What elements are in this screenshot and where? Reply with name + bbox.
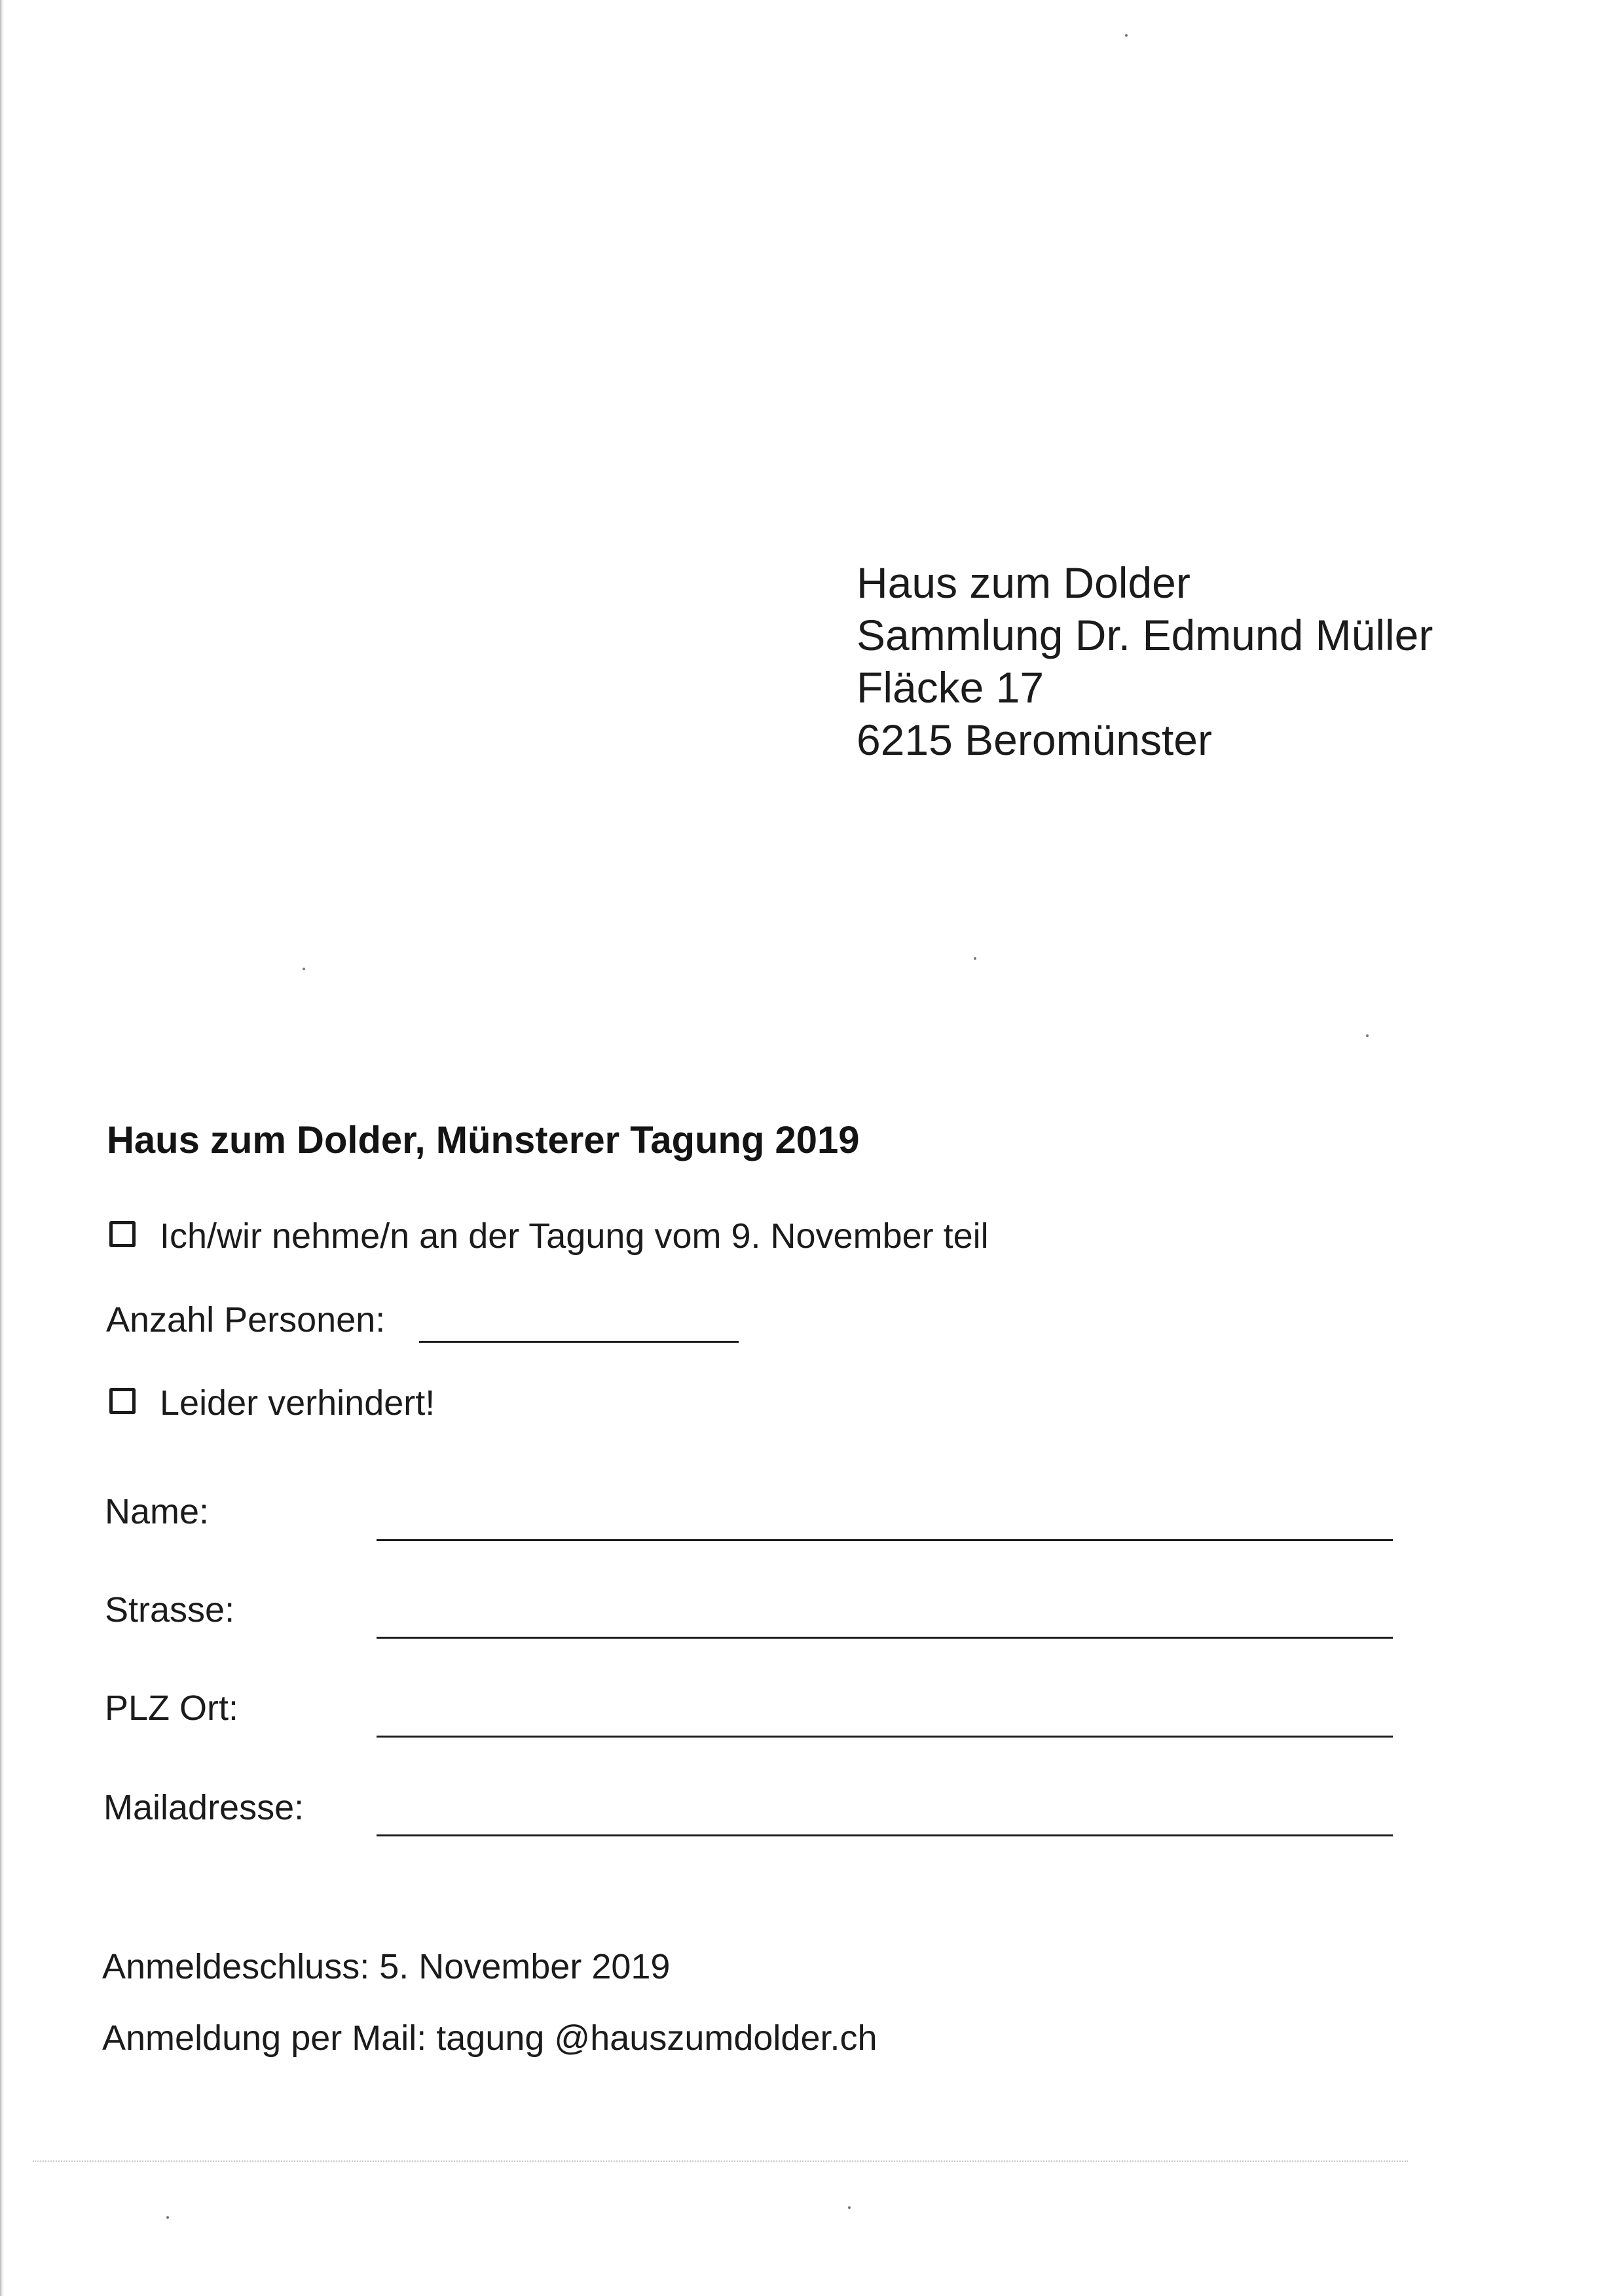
recipient-address [857, 556, 1433, 766]
page-edge [0, 0, 4, 2296]
scan-speck [1366, 1034, 1369, 1037]
scan-speck [166, 2216, 169, 2219]
scan-speck [303, 968, 305, 970]
persons-input-line[interactable] [419, 1341, 739, 1343]
decline-option-label: Leider verhindert! [160, 1383, 435, 1423]
registration-mail-text: Anmeldung per Mail: tagung @hauszumdolder.ch [102, 2018, 877, 2058]
recipient-collection: Sammlung Dr. Edmund Müller [857, 611, 1433, 659]
scan-artifact-line [33, 2160, 1408, 2162]
deadline-text: Anmeldeschluss: 5. November 2019 [102, 1947, 671, 1986]
zip-city-input-line[interactable] [377, 1736, 1393, 1738]
decline-checkbox[interactable] [109, 1388, 136, 1414]
scan-speck [848, 2206, 851, 2209]
scan-speck [974, 957, 976, 960]
recipient-street: Fläcke 17 [857, 663, 1044, 712]
name-input-line[interactable] [377, 1539, 1393, 1541]
recipient-city: 6215 Beromünster [857, 716, 1212, 764]
street-label: Strasse: [105, 1590, 235, 1630]
recipient-name: Haus zum Dolder [857, 558, 1190, 607]
email-input-line[interactable] [377, 1834, 1393, 1836]
attend-option-label: Ich/wir nehme/n an der Tagung vom 9. November teil [160, 1216, 989, 1256]
attend-checkbox[interactable] [109, 1221, 136, 1247]
form-title: Haus zum Dolder, Münsterer Tagung 2019 [107, 1119, 860, 1161]
email-label: Mailadresse: [103, 1788, 304, 1827]
street-input-line[interactable] [377, 1637, 1393, 1639]
zip-city-label: PLZ Ort: [105, 1688, 239, 1728]
persons-label: Anzahl Personen: [106, 1300, 386, 1339]
name-label: Name: [105, 1492, 210, 1531]
scan-speck [1125, 34, 1128, 37]
